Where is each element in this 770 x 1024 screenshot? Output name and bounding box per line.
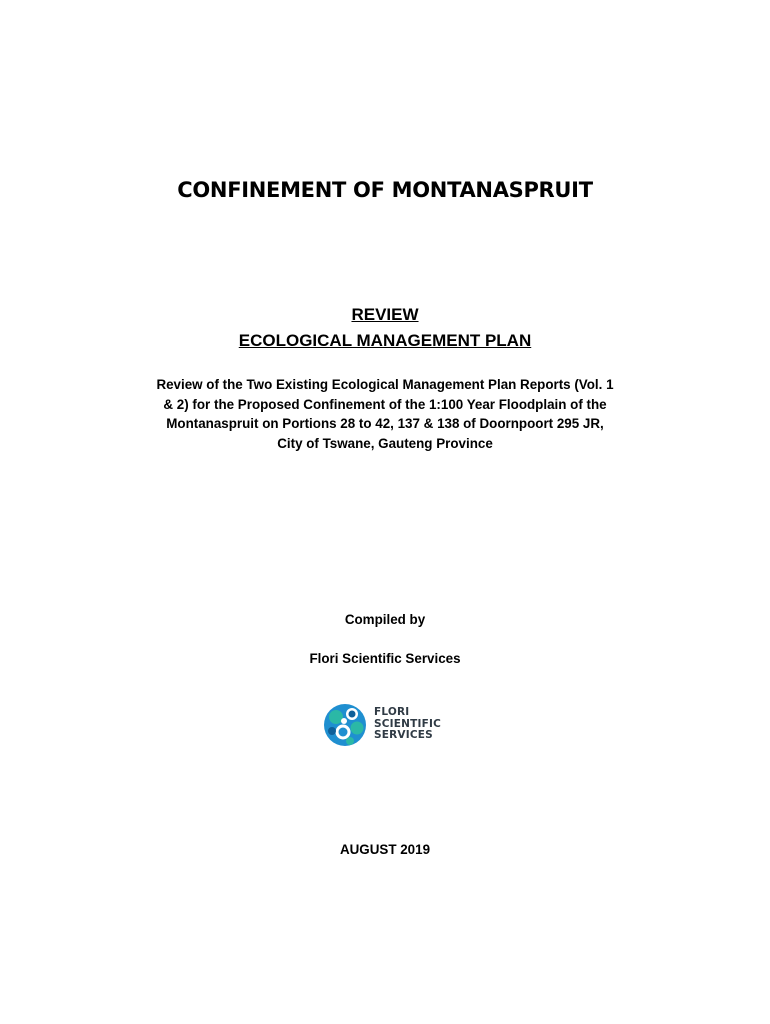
- description-line: City of Tswane, Gauteng Province: [277, 435, 493, 451]
- description-line: Review of the Two Existing Ecological Management Plan Reports (Vol. 1: [156, 377, 614, 392]
- logo-word: SERVICES: [374, 729, 433, 741]
- document-description: [110, 375, 660, 453]
- logo-word: FLORI: [374, 706, 410, 718]
- document-title: CONFINEMENT OF MONTANASPRUIT: [177, 178, 593, 202]
- company-name: Flori Scientific Services: [309, 651, 461, 666]
- description-line: Montanaspruit on Portions 28 to 42, 137 & 138 of Doornpoort 295 JR,: [166, 416, 604, 431]
- heading-ecological-management-plan: ECOLOGICAL MANAGEMENT PLAN: [238, 331, 532, 350]
- company-logo: [322, 702, 452, 748]
- flori-logo-icon: [322, 702, 368, 748]
- heading-review: REVIEW: [351, 305, 419, 324]
- compiled-by-label: Compiled by: [344, 612, 426, 627]
- document-date: AUGUST 2019: [339, 842, 431, 857]
- logo-word: SCIENTIFIC: [374, 717, 441, 730]
- description-line: & 2) for the Proposed Confinement of the 1:100 Year Floodplain of the: [163, 396, 607, 412]
- logo-wordmark: [374, 707, 441, 742]
